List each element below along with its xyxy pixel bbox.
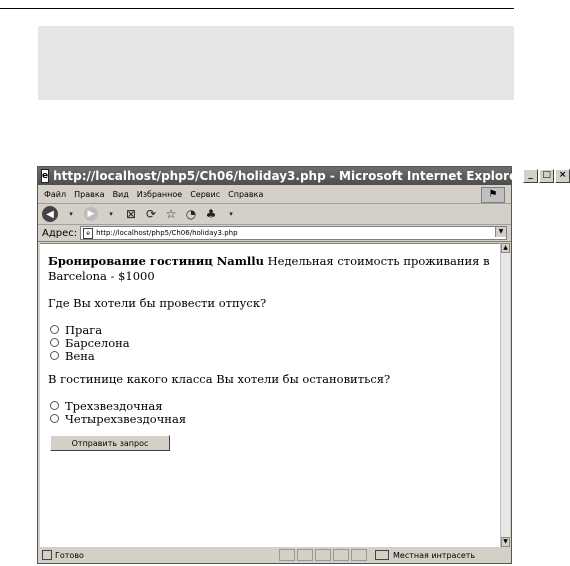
menu-bar: [38, 185, 511, 204]
close-button[interactable]: ×: [555, 169, 570, 183]
address-url: http://localhost/php5/Ch06/holiday3.php: [96, 229, 238, 237]
status-cell: [333, 549, 349, 561]
menu-view[interactable]: Вид: [112, 189, 129, 199]
window-title: http://localhost/php5/Ch06/holiday3.php - Microsoft Internet Explorer: [53, 169, 524, 183]
page-content: [40, 243, 500, 547]
toolbar: [38, 204, 511, 225]
radio-four-star[interactable]: [50, 414, 59, 423]
page-status-icon: [42, 550, 52, 560]
back-icon[interactable]: ◀: [42, 206, 58, 222]
radio-prague[interactable]: [50, 325, 59, 334]
title-bar: [38, 167, 567, 185]
submit-button[interactable]: Отправить запрос: [50, 435, 170, 451]
refresh-icon[interactable]: ⟳: [145, 207, 157, 221]
address-input[interactable]: [80, 226, 507, 240]
stop-icon[interactable]: ⊠: [125, 207, 137, 221]
maximize-button[interactable]: □: [539, 169, 554, 183]
ie-icon: e: [42, 171, 49, 181]
radio-three-star[interactable]: [50, 401, 59, 410]
status-cell: [351, 549, 367, 561]
vertical-scrollbar[interactable]: [500, 243, 510, 547]
menu-tools[interactable]: Сервис: [190, 189, 221, 199]
radio-label: Четырехзвездочная: [65, 411, 187, 426]
hotel-class-option[interactable]: [50, 412, 492, 425]
menu-help[interactable]: Справка: [228, 189, 264, 199]
radio-label: Барселона: [65, 335, 130, 350]
media-dropdown-icon[interactable]: ▾: [229, 210, 233, 218]
page-icon: e: [83, 228, 93, 239]
scroll-up-icon[interactable]: ▲: [501, 243, 510, 253]
hotel-class-radio-group: [48, 399, 492, 425]
destination-radio-group: [48, 323, 492, 362]
security-zone: [375, 550, 475, 560]
back-dropdown-icon[interactable]: ▾: [69, 210, 73, 218]
intro-bold: Бронирование гостиниц Namllu: [48, 254, 264, 268]
destination-option[interactable]: [50, 323, 492, 336]
intro-text: [48, 254, 492, 284]
question-hotel-class: В гостинице какого класса Вы хотели бы остановиться?: [48, 372, 391, 386]
status-cell: [279, 549, 295, 561]
intro-rest: Недельная стоимость проживания в Barcelona - $1000: [48, 254, 490, 283]
menu-edit[interactable]: Правка: [74, 189, 105, 199]
windows-logo-icon: ⚑: [481, 187, 505, 203]
status-bar: [40, 549, 510, 561]
radio-label: Прага: [65, 322, 103, 337]
favorites-star-icon[interactable]: ☆: [165, 207, 177, 221]
header-band: [38, 26, 514, 100]
forward-icon[interactable]: ▶: [84, 207, 98, 221]
zone-label: Местная интрасеть: [393, 550, 476, 560]
destination-option[interactable]: [50, 349, 492, 362]
destination-option[interactable]: [50, 336, 492, 349]
question-destination: Где Вы хотели бы провести отпуск?: [48, 296, 267, 310]
address-dropdown-icon[interactable]: ▼: [495, 227, 506, 237]
intranet-icon: [375, 550, 389, 560]
status-text: Готово: [55, 550, 84, 560]
address-label: Адрес:: [42, 227, 78, 239]
radio-barcelona[interactable]: [50, 338, 59, 347]
forward-dropdown-icon[interactable]: ▾: [109, 210, 113, 218]
browser-window: [37, 166, 567, 564]
media-icon[interactable]: ♣: [205, 207, 217, 221]
radio-label: Трехзвездочная: [65, 398, 163, 413]
history-icon[interactable]: ◔: [185, 207, 197, 221]
top-rule: [0, 8, 514, 9]
status-cell: [315, 549, 331, 561]
minimize-button[interactable]: _: [523, 169, 538, 183]
address-bar: [38, 225, 511, 242]
status-cell: [297, 549, 313, 561]
menu-file[interactable]: Файл: [44, 189, 67, 199]
scroll-down-icon[interactable]: ▼: [501, 537, 510, 547]
menu-favorites[interactable]: Избранное: [136, 189, 183, 199]
hotel-class-option[interactable]: [50, 399, 492, 412]
radio-vienna[interactable]: [50, 351, 59, 360]
radio-label: Вена: [65, 348, 95, 363]
